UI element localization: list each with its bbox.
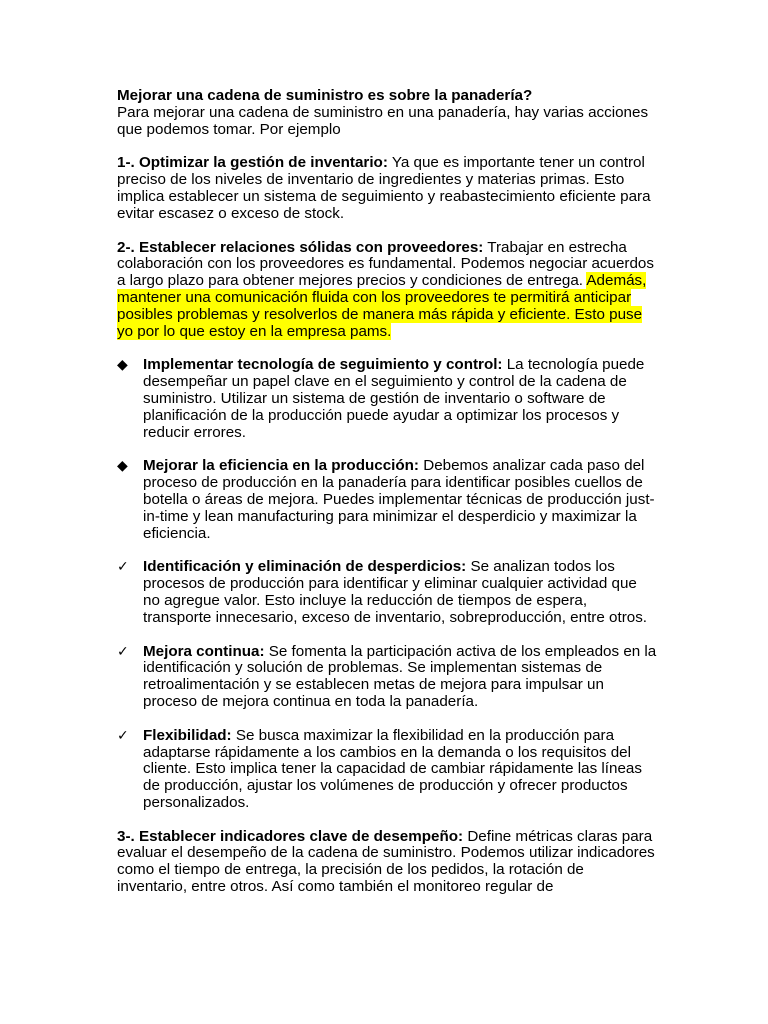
diamond-bullet-icon: ◆ bbox=[117, 357, 128, 374]
bullet-item bbox=[117, 728, 657, 812]
document-page bbox=[117, 88, 657, 913]
section-1-paragraph bbox=[117, 155, 657, 222]
checkmark-bullet-icon: ✓ bbox=[117, 559, 129, 576]
checkmark-bullet-icon: ✓ bbox=[117, 643, 129, 660]
bullet-heading: Flexibilidad: bbox=[143, 726, 232, 744]
document-title: Mejorar una cadena de suministro es sobre la panadería? bbox=[117, 87, 533, 104]
bullet-text: Se fomenta la participación activa de los empleados en la identificación y solución de problemas. Se implementan sistemas de retroalimentación y se establecen metas de mejora para impulsar un proceso de mejora continua en toda la panadería. bbox=[143, 642, 657, 710]
section-2-highlighted-text: Además, mantener una comunicación fluida con los proveedores te permitirá anticipar posibles problemas y resolverlos de manera más rápida y eficiente. Esto puse yo por lo que estoy en la empresa pams. bbox=[117, 272, 647, 340]
section-3-heading: 3-. Establecer indicadores clave de desempeño: bbox=[117, 827, 464, 845]
section-1-text: Ya que es importante tener un control preciso de los niveles de inventario de ingredientes y materias primas. Esto implica establecer un sistema de seguimiento y reabastecimiento eficiente para evitar escasez o exceso de stock. bbox=[117, 154, 651, 222]
bullet-text: La tecnología puede desempeñar un papel clave en el seguimiento y control de la cadena de suministro. Utilizar un sistema de gestión de inventario o software de planificación de la producción puede ayudar a optimizar los procesos y reducir errores. bbox=[143, 356, 645, 441]
bullet-text: Se busca maximizar la flexibilidad en la producción para adaptarse rápidamente a los cambios en la demanda o los requisitos del cliente. Esto implica tener la capacidad de cambiar rápidamente las líneas de producción, ajustar los volúmenes de producción y ofrecer productos personalizados. bbox=[143, 726, 642, 811]
bullet-text: Debemos analizar cada paso del proceso de producción en la panadería para identificar posibles cuellos de botella o áreas de mejora. Puedes implementar técnicas de producción just-in-time y lean manufacturing para minimizar el desperdicio y maximizar la eficiencia. bbox=[143, 457, 655, 542]
section-2-heading: 2-. Establecer relaciones sólidas con proveedores: bbox=[117, 238, 484, 256]
section-1-heading: 1-. Optimizar la gestión de inventario: bbox=[117, 154, 388, 172]
intro-text: Para mejorar una cadena de suministro en una panadería, hay varias acciones que podemos tomar. Por ejemplo bbox=[117, 103, 649, 138]
bullet-heading: Mejorar la eficiencia en la producción: bbox=[143, 457, 419, 475]
bullet-heading: Implementar tecnología de seguimiento y control: bbox=[143, 356, 503, 374]
checkmark-bullet-icon: ✓ bbox=[117, 727, 129, 744]
bullet-item bbox=[117, 458, 657, 542]
section-3-text: Define métricas claras para evaluar el desempeño de la cadena de suministro. Podemos utilizar indicadores como el tiempo de entrega, la precisión de los pedidos, la rotación de inventario, entre otros. Así como también el monitoreo regular de bbox=[117, 827, 655, 896]
bullet-item bbox=[117, 357, 657, 441]
section-2-paragraph bbox=[117, 240, 657, 341]
diamond-bullet-icon: ◆ bbox=[117, 458, 128, 475]
bullet-item bbox=[117, 559, 657, 626]
bullet-heading: Identificación y eliminación de desperdicios: bbox=[143, 558, 467, 576]
section-3-paragraph bbox=[117, 829, 657, 896]
section-2-text: Trabajar en estrecha colaboración con los proveedores es fundamental. Podemos negociar acuerdos a largo plazo para obtener mejores precios y condiciones de entrega. bbox=[117, 238, 654, 290]
bullet-item bbox=[117, 644, 657, 711]
bullet-text: Se analizan todos los procesos de producción para identificar y eliminar cualquier actividad que no agregue valor. Esto incluye la reducción de tiempos de espera, transporte innecesario, exceso de inventario, sobreproducción, entre otros. bbox=[143, 558, 648, 626]
bullet-heading: Mejora continua: bbox=[143, 642, 265, 660]
intro-paragraph bbox=[117, 88, 657, 138]
